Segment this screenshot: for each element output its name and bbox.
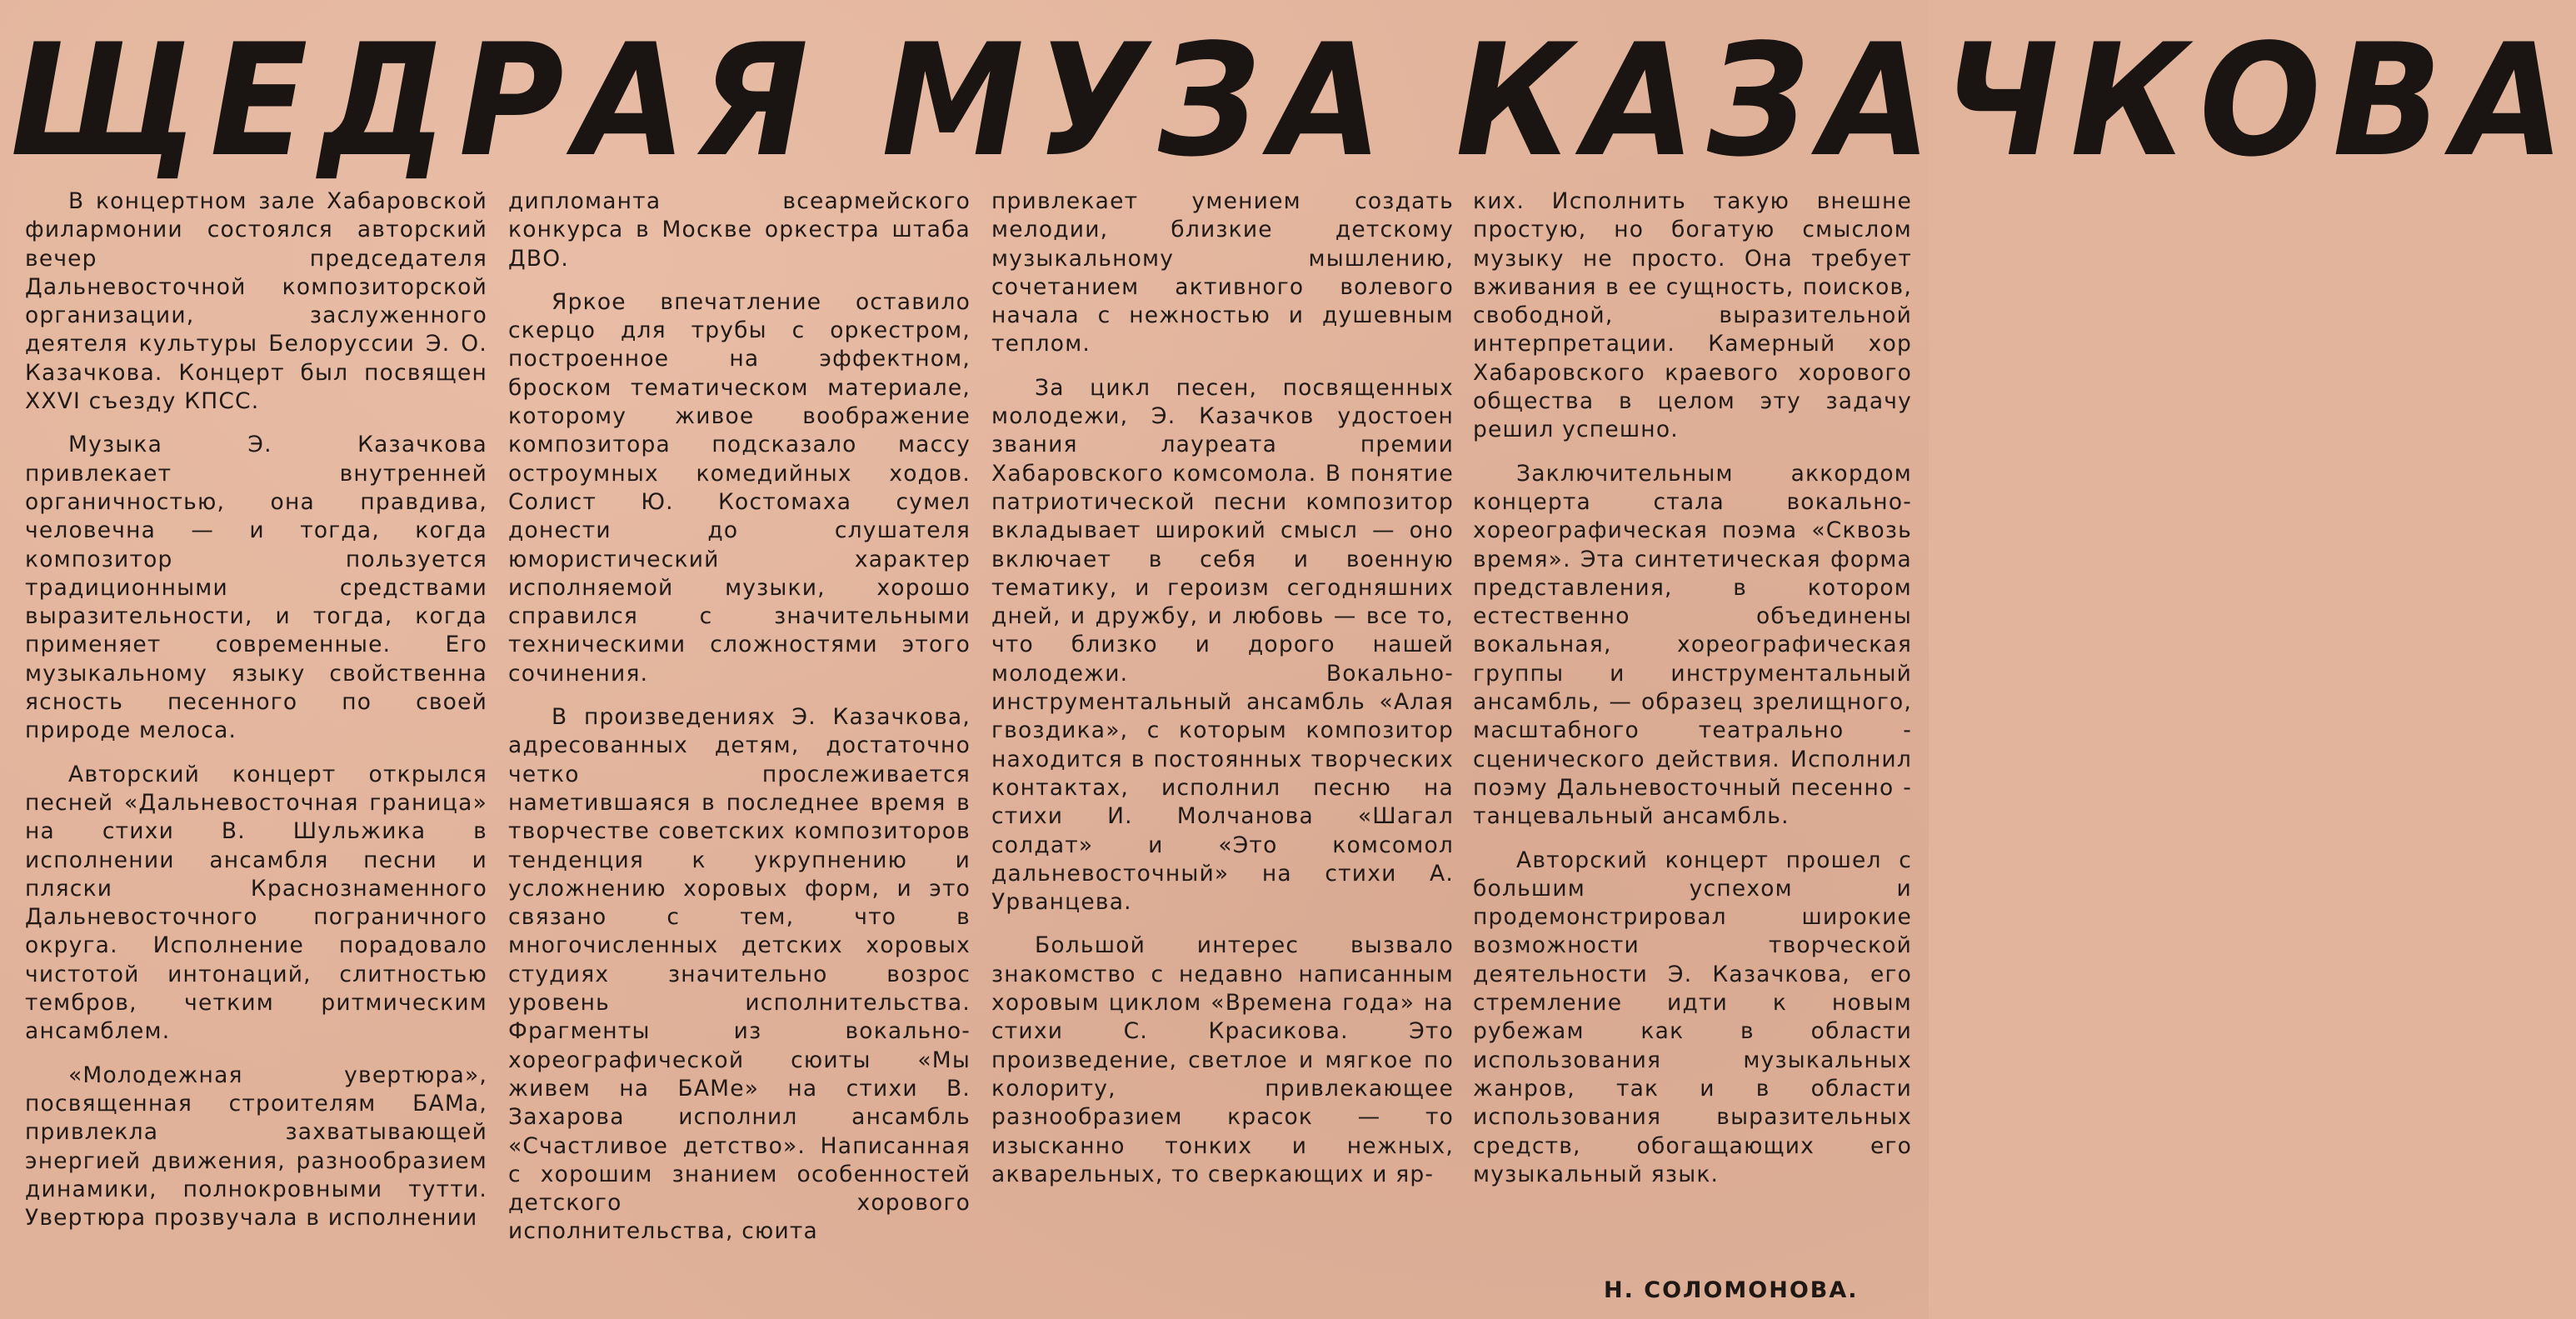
paragraph: В концертном зале Хабаровской филармонии состоялся авторский вечер председателя Дальневосточной композиторской организации, заслуженного деятеля культуры Белоруссии Э. О. Казачкова. Концерт был посвящен XXVI съезду КПСС. — [25, 188, 487, 415]
paragraph: ких. Исполнить такую внешне простую, но богатую смыслом музыку не просто. Она требует вживания в ее сущность, поисков, свободной, выразительной интерпретации. Камерный хор Хабаровского краевого хорового общества в целом эту задачу решил успешно. — [1473, 188, 1912, 443]
paragraph: привлекает умением создать мелодии, близкие детскому музыкальному мышлению, сочетанием активного волевого начала с нежностью и душевным теплом. — [991, 188, 1454, 357]
paragraph: Авторский концерт прошел с большим успехом и продемонстрировал широкие возможности творческой деятельности Э. Казачкова, его стремление идти к новым рубежам как в области использования музыкальных жанров, так и в области использования выразительных средств, обогащающих его музыкальный язык. — [1473, 847, 1912, 1187]
column-1 — [25, 187, 487, 1247]
column-2 — [508, 187, 971, 1262]
column-3 — [991, 187, 1454, 1204]
author-signature: Н. СОЛОМОНОВА. — [1604, 1277, 1859, 1303]
paragraph: Музыка Э. Казачкова привлекает внутренней органичностью, она правдива, человечна — и тогда, когда композитор пользуется традиционными средствами выразительности, и тогда, когда применяет современные. Его музыкальному языку свойственна ясность песенного по своей природе мелоса. — [25, 432, 487, 744]
paragraph: Авторский концерт открылся песней «Дальневосточная граница» на стихи В. Шульжика в исполнении ансамбля песни и пляски Краснознаменного Дальневосточного пограничного округа. Исполнение порадовало чистотой интонаций, слитностью тембров, четким ритмическим ансамблем. — [25, 761, 487, 1045]
column-4 — [1473, 187, 1912, 1204]
paragraph: Большой интерес вызвало знакомство с недавно написанным хоровым циклом «Времена года» на стихи С. Красикова. Это произведение, светлое и мягкое по колориту, привлекающее разнообразием красок — то изысканно тонких и нежных, акварельных, то сверкающих и яр- — [991, 932, 1454, 1187]
paragraph: В произведениях Э. Казачкова, адресованных детям, достаточно четко прослеживается наметившаяся в последнее время в творчестве советских композиторов тенденция к укрупнению и усложнению хоровых форм, и это связано с тем, что в многочисленных детских хоровых студиях значительно возрос уровень исполнительства. Фрагменты из вокально-хореографической сюиты «Мы живем на БАМе» на стихи В. Захарова исполнил ансамбль «Счастливое детство». Написанная с хорошим знанием особенностей детского хорового исполнительства, сюита — [508, 704, 971, 1245]
paragraph: Заключительным аккордом концерта стала вокально-хореографическая поэма «Сквозь время». Эта синтетическая форма представления, в котором естественно объединены вокальная, хореографическая группы и инструментальный ансамбль, — образец зрелищного, масштабного театрально - сценического действия. Исполнил поэму Дальневосточный песенно - танцевальный ансамбль. — [1473, 460, 1912, 830]
paragraph: «Молодежная увертюра», посвященная строителям БАМа, привлекла захватывающей энергией движения, разнообразием динамики, полнокровными тутти. Увертюра прозвучала в исполнении — [25, 1062, 487, 1232]
paragraph: Яркое впечатление оставило скерцо для трубы с оркестром, построенное на эффектном, броском тематическом материале, которому живое воображение композитора подсказало массу остроумных комедийных ходов. Солист Ю. Костомаха сумел донести до слушателя юмористический характер исполняемой музыки, хорошо справился с значительными техническими сложностями этого сочинения. — [508, 288, 971, 687]
paragraph: За цикл песен, посвященных молодежи, Э. Казачков удостоен звания лауреата премии Хабаровского комсомола. В понятие патриотической песни композитор вкладывает широкий смысл — оно включает в себя и военную тематику, и героизм сегодняшних дней, и дружбу, и любовь — все то, что близко и дорого нашей молодежи. Вокально-инструментальный ансамбль «Алая гвоздика», с которым композитор находится в постоянных творческих контактах, исполнил песню на стихи И. Молчанова «Шагал солдат» и «Это комсомол дальневосточный» на стихи А. Урванцева. — [991, 374, 1454, 916]
headline: ЩЕДРАЯ МУЗА КАЗАЧКОВА — [8, 10, 2576, 192]
paragraph: дипломанта всеармейского конкурса в Москве оркестра штаба ДВО. — [508, 188, 971, 272]
